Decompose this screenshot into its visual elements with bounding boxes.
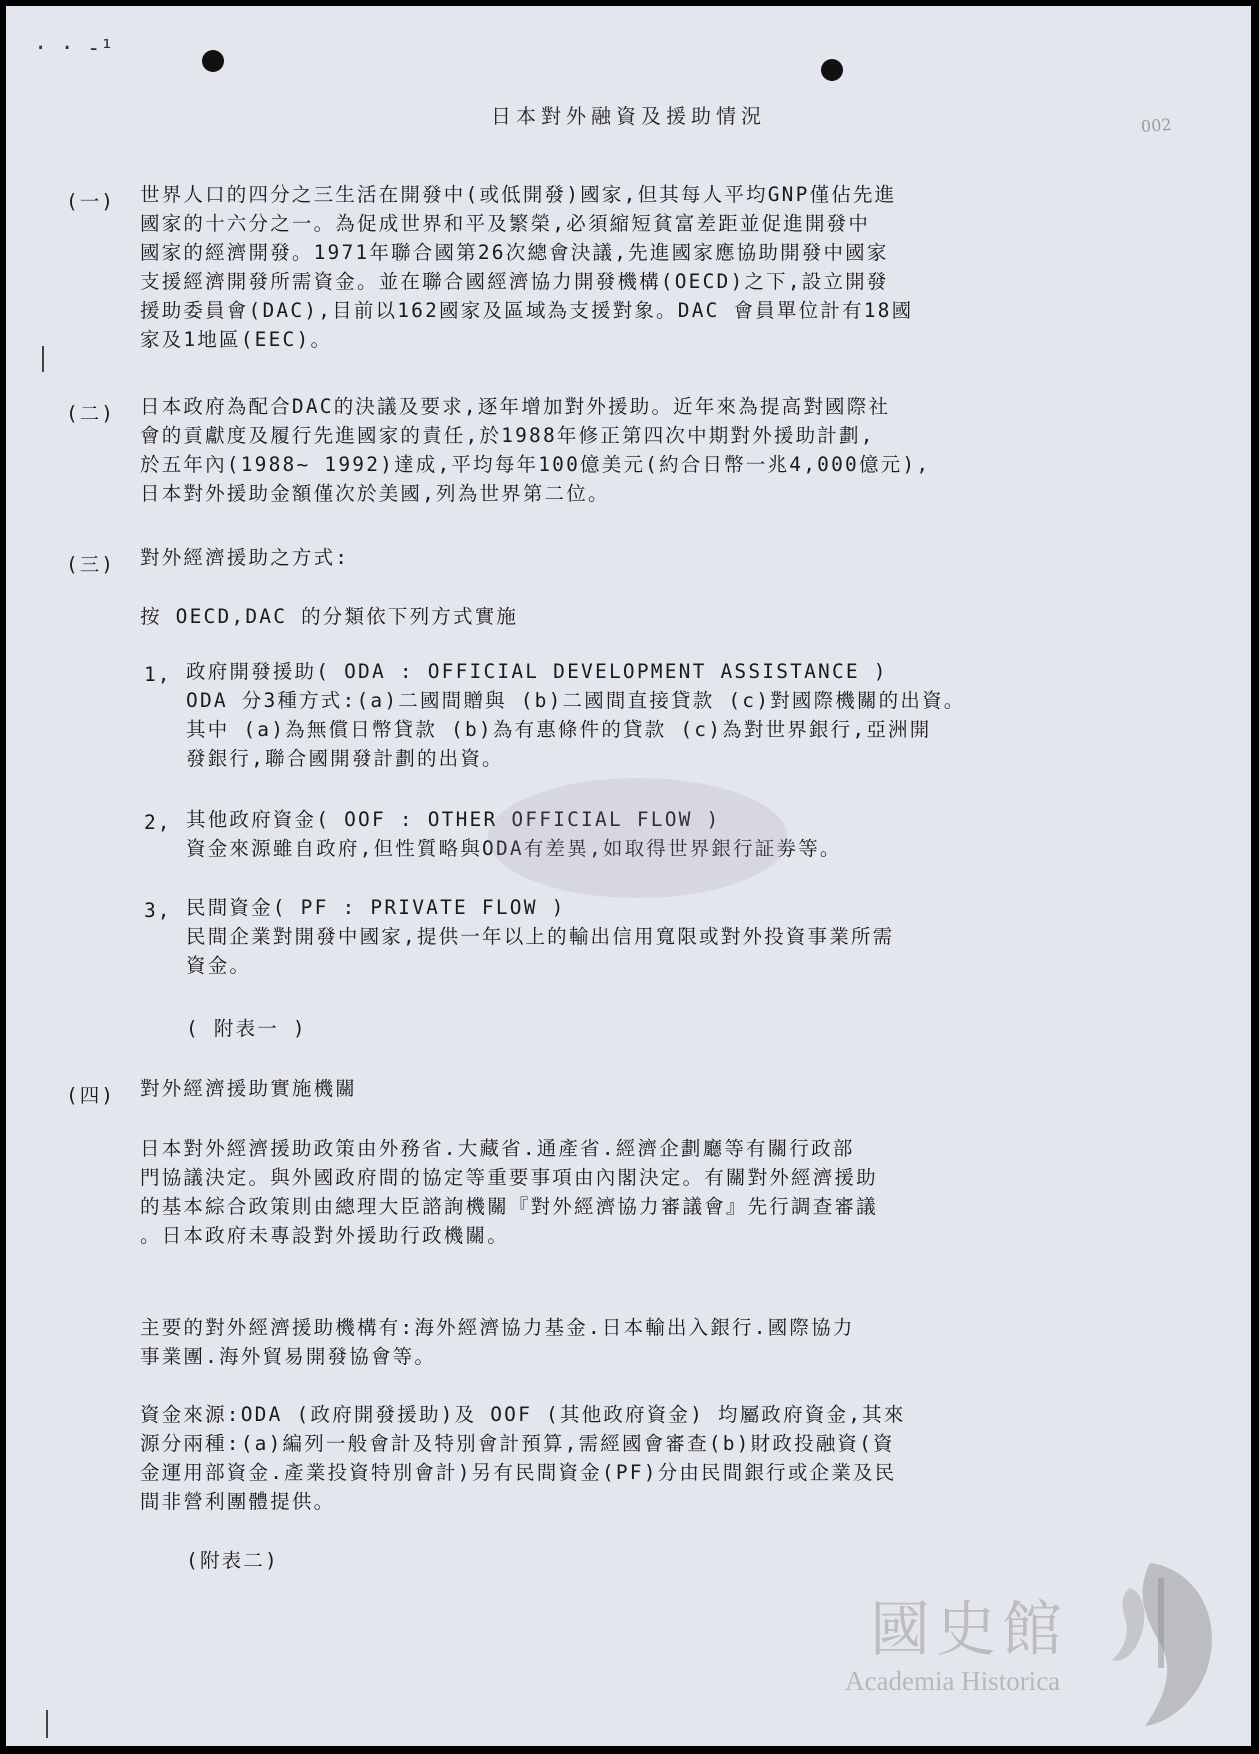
section-1-number: (一) [66,190,115,213]
item-1-body: ODA 分3種方式:(a)二國間贈與 (b)二國間直接貸款 (c)對國際機關的出資。 其中 (a)為無償日幣貸款 (b)為有惠條件的貸款 (c)為對世界銀行,亞洲開 發銀行,聯合國開發計劃的出資。 [186,689,966,770]
page-number-mark: 002 [1140,114,1173,137]
section-3-number: (三) [66,553,115,576]
item-2-number: 2, [144,811,172,834]
archive-logo-chinese: 國史館 [870,1595,1068,1665]
item-3-heading: 民間資金( PF : PRIVATE FLOW ) [186,896,566,919]
seal-watermark [488,778,788,898]
section-3-intro: 按 OECD,DAC 的分類依下列方式實施 [140,605,519,628]
item-2-body: 資金來源雖自政府,但性質略與ODA有差異,如取得世界銀行証劵等。 [186,837,842,860]
scan-mark: · · -¹ [34,36,114,61]
item-1-heading: 政府開發援助( ODA : OFFICIAL DEVELOPMENT ASSISTANCE ) [186,660,888,683]
archive-logo-english: Academia Historica [845,1666,1061,1696]
punch-hole-right [821,59,843,81]
section-2-text: 日本政府為配合DAC的決議及要求,逐年增加對外援助。近年來為提高對國際社 會的貢獻度及履行先進國家的責任,於1988年修正第四次中期對外援助計劃, 於五年內(1988~ 1992)達成,平均每年100億美元(約合日幣一兆4,000億元), 日本對外援助金額僅次於美國,列為世界第二位。 [140,395,931,505]
attachment-1-note: ( 附表一 ) [186,1017,307,1040]
item-3-body: 民間企業對開發中國家,提供一年以上的輸出信用寬限或對外投資事業所需 資金。 [186,925,895,977]
section-3-heading: 對外經濟援助之方式: [140,546,350,569]
document-page [6,6,1251,1746]
attachment-2-note: (附表二) [186,1549,279,1572]
margin-mark [46,1710,48,1738]
section-2-number: (二) [66,402,115,425]
archive-emblem-icon [1090,1548,1240,1733]
section-1-text: 世界人口的四分之三生活在開發中(或低開發)國家,但其每人平均GNP僅佔先進 國家的十六分之一。為促成世界和平及繁榮,必須縮短貧富差距並促進開發中 國家的經濟開發。1971年聯合國第26次總會決議,先進國家應協助開發中國家 支援經濟開發所需資金。並在聯合國經濟協力開發機構(OECD)之下,設立開發 援助委員會(DAC),目前以162國家及區域為支援對象。DAC 會員單位計有18國 家及1地區(EEC)。 [140,183,914,351]
item-2-heading: 其他政府資金( OOF : OTHER OFFICIAL FLOW ) [186,808,721,831]
section-4-heading: 對外經濟援助實施機關 [140,1077,358,1100]
punch-hole-left [202,50,224,72]
section-4-number: (四) [66,1084,115,1107]
section-4-paragraph-3: 資金來源:ODA (政府開發援助)及 OOF (其他政府資金) 均屬政府資金,其來 源分兩種:(a)編列一般會計及特別會計預算,需經國會審查(b)財政投融資(資 金運用部資金.產業投資特別會計)另有民間資金(PF)分由民間銀行或企業及民 間非營利團體提供。 [140,1403,906,1513]
item-3-number: 3, [144,899,172,922]
section-4-paragraph-1: 日本對外經濟援助政策由外務省.大藏省.通產省.經濟企劃廳等有關行政部 門協議決定。與外國政府間的協定等重要事項由內閣決定。有關對外經濟援助 的基本綜合政策則由總理大臣諮詢機關『對外經濟協力審議會』先行調查審議 。日本政府未專設對外援助行政機關。 [140,1137,878,1247]
section-4-paragraph-2: 主要的對外經濟援助機構有:海外經濟協力基金.日本輸出入銀行.國際協力 事業團.海外貿易開發協會等。 [140,1316,855,1368]
margin-mark [42,346,44,372]
item-1-number: 1, [144,663,172,686]
page-title: 日本對外融資及援助情況 [491,104,766,128]
